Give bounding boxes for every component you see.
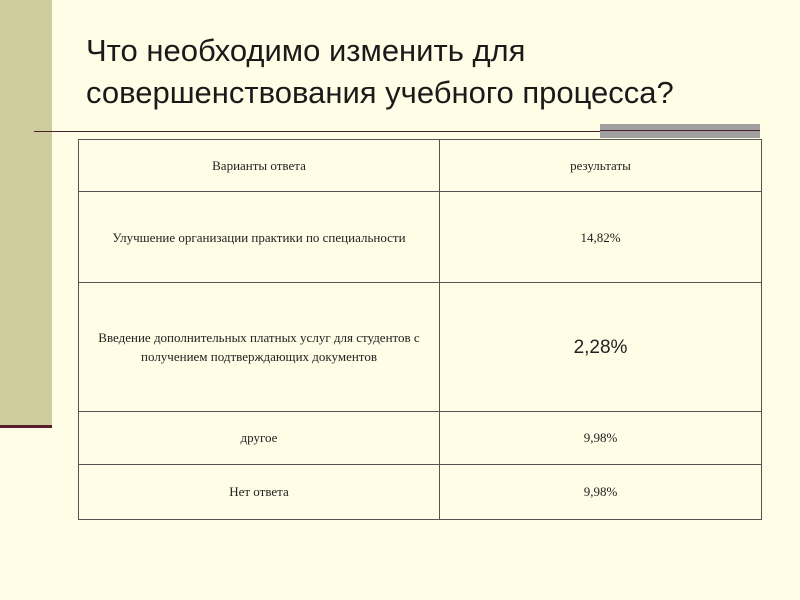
header-results: результаты: [440, 140, 762, 192]
table-header-row: [79, 140, 762, 192]
left-decor-bar: [0, 0, 52, 425]
slide-title-line-2: совершенствования учебного процесса?: [86, 75, 674, 110]
table-row: [79, 192, 762, 283]
title-divider-block: [600, 124, 760, 138]
table-row: [79, 412, 762, 464]
slide-title-line-1: Что необходимо изменить для: [86, 33, 526, 68]
table-row: [79, 464, 762, 519]
row-result: 14,82%: [440, 192, 762, 283]
row-option: другое: [79, 412, 440, 464]
left-decor-underline: [0, 425, 52, 428]
row-result: 9,98%: [440, 464, 762, 519]
row-option: Введение дополнительных платных услуг для студентов с получением подтверждающих документов: [79, 283, 440, 412]
row-result: 9,98%: [440, 412, 762, 464]
row-option: Нет ответа: [79, 464, 440, 519]
row-result: 2,28%: [440, 283, 762, 412]
slide-title: [86, 30, 766, 114]
header-options: Варианты ответа: [79, 140, 440, 192]
results-table: [78, 139, 762, 520]
title-divider: [34, 131, 600, 132]
table-row: [79, 283, 762, 412]
row-option: Улучшение организации практики по специальности: [79, 192, 440, 283]
